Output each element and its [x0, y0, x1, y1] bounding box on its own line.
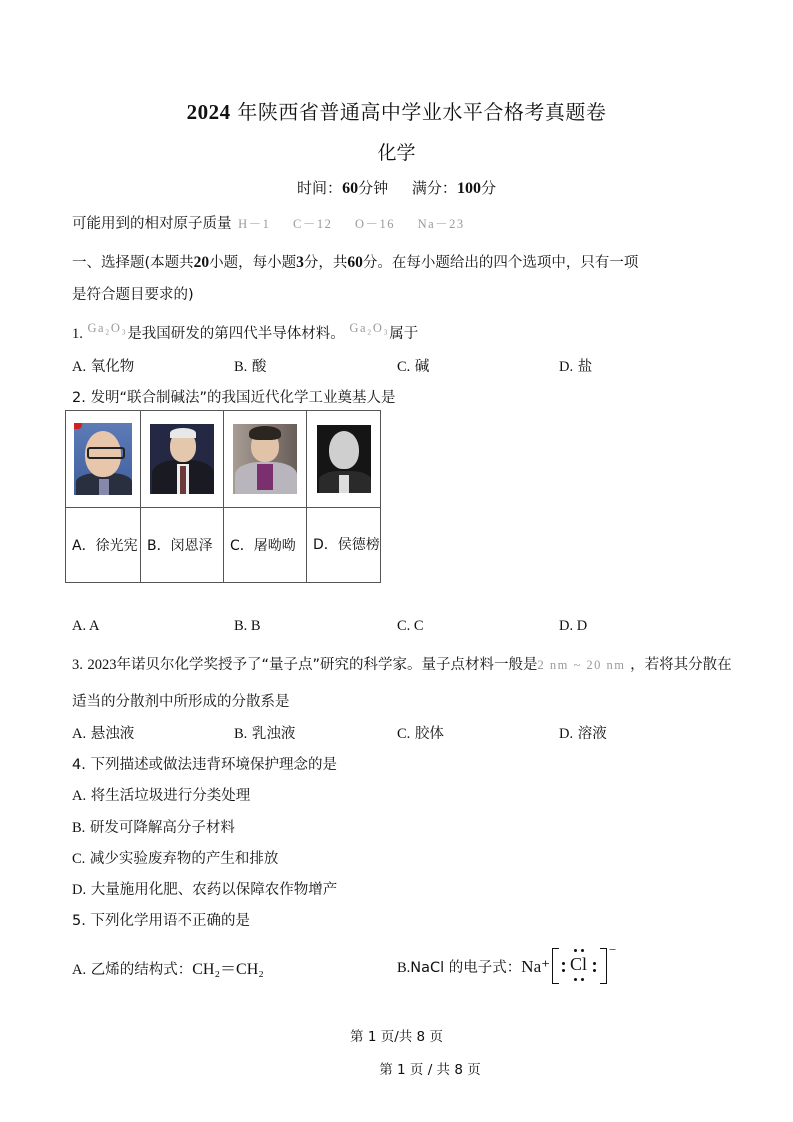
ethylene-formula: CH₂＝CH₂ — [192, 961, 264, 978]
q1-option-b[interactable]: B. 酸 — [234, 359, 267, 375]
q1-option-d[interactable]: D. 盐 — [559, 359, 593, 375]
photo-cell-d — [307, 411, 381, 508]
q1-option-c[interactable]: C. 碱 — [397, 359, 430, 375]
page-number-inner: 第 1 页/共 8 页 — [350, 1029, 443, 1045]
question-5: 5. 下列化学用语不正确的是 — [72, 913, 250, 929]
portrait-tu-youyou — [233, 424, 297, 494]
photo-cell-a — [66, 411, 141, 508]
q2-option-c[interactable]: C. C — [397, 618, 424, 634]
q3-option-d[interactable]: D. 溶液 — [559, 726, 607, 742]
portrait-xu-guangxian — [74, 423, 132, 495]
atomic-mass-line: 可能用到的相对原子质量 H－1 C－12 O－16 Na－23 — [72, 216, 465, 232]
question-4: 4. 下列描述或做法违背环境保护理念的是 — [72, 757, 337, 773]
q4-option-c[interactable]: C. 减少实验废弃物的产生和排放 — [72, 851, 279, 867]
name-cell-c: C．屠呦呦 — [224, 508, 307, 583]
chloride-lewis-structure: Cl − — [552, 948, 612, 984]
question-2: 2. 发明“联合制碱法”的我国近代化学工业奠基人是 — [72, 390, 396, 406]
question-3: 3. 2023年诺贝尔化学奖授予了“量子点”研究的科学家。量子点材料一般是2 nm ~ 20 nm ，若将其分散在 — [72, 657, 732, 673]
q2-option-a[interactable]: A. A — [72, 618, 100, 634]
exam-meta: 时间：60分钟 满分：100分 — [297, 179, 496, 197]
name-cell-b: B．闵恩泽 — [141, 508, 224, 583]
q4-option-a[interactable]: A. 将生活垃圾进行分类处理 — [72, 788, 251, 804]
right-bracket-icon — [600, 948, 607, 984]
q3-option-b[interactable]: B. 乳浊液 — [234, 726, 296, 742]
exam-title: 2024 年陕西省普通高中学业水平合格考真题卷 — [186, 100, 607, 124]
q3-option-a[interactable]: A. 悬浊液 — [72, 726, 135, 742]
q5-option-b[interactable]: B.NaCl 的电子式：Na⁺ — [397, 957, 551, 976]
question-1: 1. Ga₂O₃是我国研发的第四代半导体材料。 Ga₂O₃属于 — [72, 321, 419, 342]
scientist-table — [65, 410, 381, 583]
q3-option-c[interactable]: C. 胶体 — [397, 726, 444, 742]
section-heading-line2: 是符合题目要求的) — [72, 287, 194, 303]
q4-option-d[interactable]: D. 大量施用化肥、农药以保障农作物增产 — [72, 882, 338, 898]
name-cell-d: D．侯德榜 — [307, 508, 381, 583]
q4-option-b[interactable]: B. 研发可降解高分子材料 — [72, 820, 235, 836]
q1-option-a[interactable]: A. 氧化物 — [72, 359, 135, 375]
page-number-outer: 第 1 页 / 共 8 页 — [379, 1062, 481, 1078]
q2-option-d[interactable]: D. D — [559, 618, 588, 634]
photo-cell-c — [224, 411, 307, 508]
left-bracket-icon — [552, 948, 559, 984]
q5-option-a[interactable]: A. 乙烯的结构式：CH₂＝CH₂ — [72, 961, 264, 978]
question-3-line2: 适当的分散剂中所形成的分散系是 — [72, 694, 290, 710]
sodium-ion: Na⁺ — [521, 957, 551, 976]
portrait-min-enze — [150, 424, 214, 494]
exam-subject: 化学 — [377, 142, 416, 164]
portrait-hou-debang — [317, 425, 371, 493]
name-cell-a: A．徐光宪 — [66, 508, 141, 583]
q2-option-b[interactable]: B. B — [234, 618, 261, 634]
photo-cell-b — [141, 411, 224, 508]
section-heading: 一、选择题(本题共20小题，每小题3分，共60分。在每小题给出的四个选项中，只有一项 — [72, 254, 639, 271]
